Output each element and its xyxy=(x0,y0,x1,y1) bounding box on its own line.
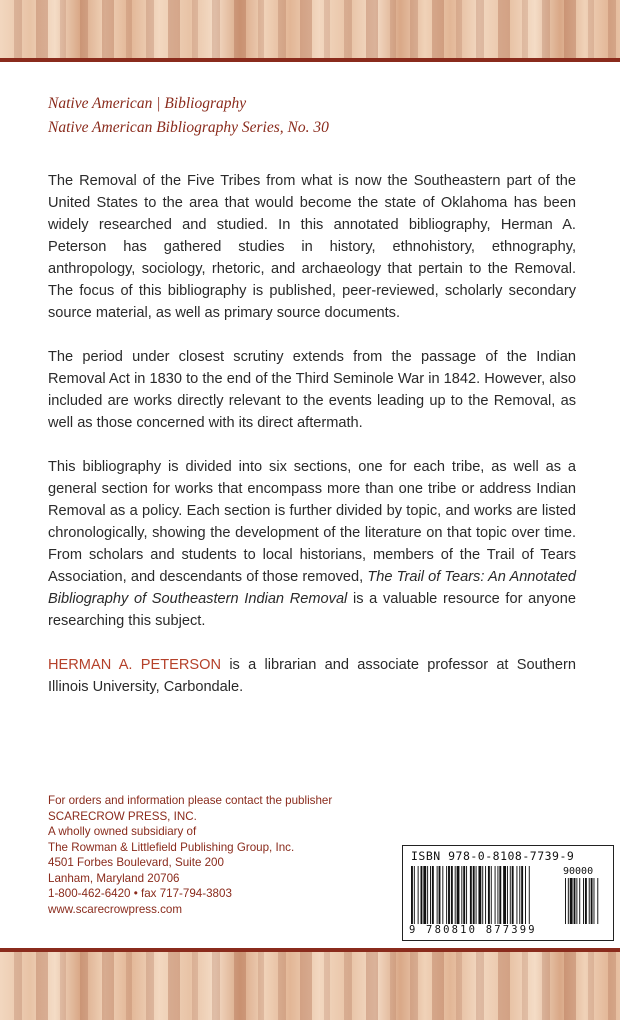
publisher-info xyxy=(48,793,378,917)
author-name: HERMAN A. PETERSON xyxy=(48,657,222,673)
description-paragraph-1: The Removal of the Five Tribes from what is now the Southeastern part of the United States to the area that would become the state of Oklahoma has been widely researched and studied. In this annotated bibliography, Herman A. Peterson has gathered studies in history, ethnohistory, ethnography, anthropology, sociology, rhetoric, and archaeology that pertain to the Removal. The focus of this bibliography is published, peer-reviewed, scholarly secondary source material, as well as primary source documents. xyxy=(48,173,576,321)
series-info xyxy=(48,92,329,140)
publisher-website: www.scarecrowpress.com xyxy=(48,902,183,916)
publisher-name: SCARECROW PRESS, INC. xyxy=(48,809,197,823)
book-title: The Trail of Tears: An Annotated Bibliography of Southeastern Indian Removal xyxy=(48,569,577,607)
publisher-subsidiary-line: A wholly owned subsidiary of xyxy=(48,825,197,838)
bottom-decorative-band xyxy=(0,952,620,1020)
publisher-contact-line: For orders and information please contact the publisher xyxy=(48,794,333,807)
top-rule xyxy=(0,58,620,62)
price-code: 90000 xyxy=(563,866,594,877)
publisher-phone: 1-800-462-6420 • fax 717-794-3803 xyxy=(48,887,232,900)
description-paragraph-2: The period under closest scrutiny extends from the passage of the Indian Removal Act in 1830 to the end of the Third Seminole War in 1842. However, also included are works directly relevant to the events leading up to the Removal, as well as those concerned with its direct aftermath. xyxy=(48,349,576,431)
barcode-bars xyxy=(409,866,607,924)
top-decorative-band xyxy=(0,0,620,58)
series-category: Native American | Bibliography xyxy=(48,95,247,112)
author-bio-text: is a librarian and associate professor at Southern Illinois University, Carbondale. xyxy=(48,657,576,695)
description-paragraph-3 xyxy=(48,456,576,632)
barcode-digits: 9 780810 877399 xyxy=(409,924,537,936)
publisher-city: Lanham, Maryland 20706 xyxy=(48,871,180,885)
author-bio xyxy=(48,654,576,698)
isbn-number: ISBN 978-0-8108-7739-9 xyxy=(411,849,575,863)
book-description xyxy=(48,170,576,720)
series-name: Native American Bibliography Series, No. 30 xyxy=(48,119,329,136)
paragraph-3-text-end: is a valuable resource for anyone researching this subject. xyxy=(48,591,576,629)
publisher-parent: The Rowman & Littlefield Publishing Group, Inc. xyxy=(48,840,295,854)
paragraph-3-text-start: This bibliography is divided into six sections, one for each tribe, as well as a general section for works that encompass more than one tribe or address Indian Removal as a policy. Each section is further divided by topic, and works are listed chronologically, showing the development of the literature on that topic over time. From scholars and students to local historians, members of the Trail of Tears Association, and descendants of those removed, xyxy=(48,459,576,585)
publisher-street: 4501 Forbes Boulevard, Suite 200 xyxy=(48,856,224,869)
isbn-barcode xyxy=(402,845,614,941)
